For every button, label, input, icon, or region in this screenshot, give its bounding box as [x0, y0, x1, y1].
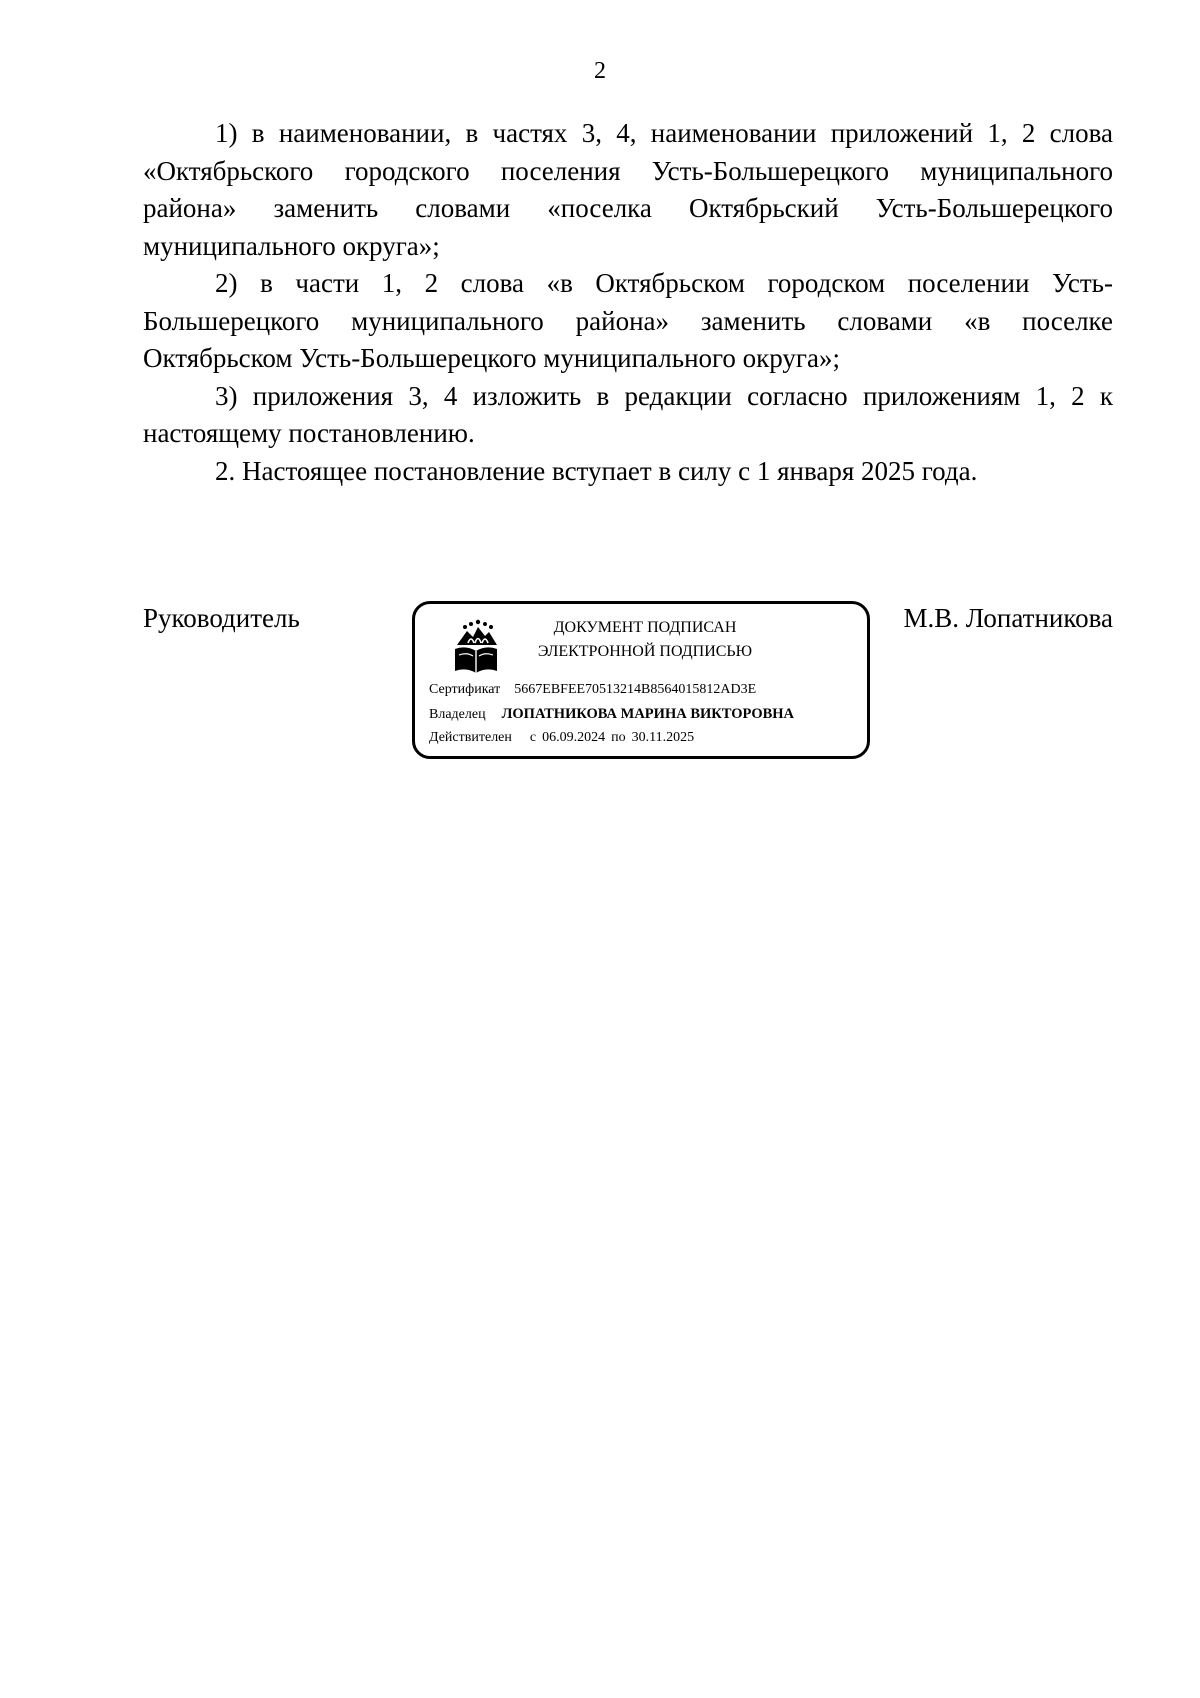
signer-title: Руководитель [143, 603, 300, 633]
valid-to-date: 30.11.2025 [631, 730, 695, 745]
kamchatka-emblem-icon [451, 619, 501, 675]
document-body [143, 115, 1113, 490]
stamp-heading [525, 616, 765, 664]
valid-from-date: 06.09.2024 [542, 730, 606, 745]
paragraph: 2) в части 1, 2 слова «в Октябрьском городском поселении Усть-Большерецкого муниципального района» заменить словами «в поселке Октябрьском Усть-Большерецкого муниципального округа»; [143, 268, 1113, 373]
signer-name: М.В. Лопатникова [903, 603, 1113, 633]
electronic-signature-stamp [412, 601, 870, 759]
validity-row [429, 730, 694, 746]
owner-label: Владелец [429, 707, 486, 722]
paragraph: 1) в наименовании, в частях 3, 4, наименовании приложений 1, 2 слова «Октябрьского городского поселения Усть-Большерецкого муниципального района» заменить словами «поселка Октябрьский Усть-Большерецкого муниципального округа»; [143, 118, 1113, 261]
paragraph: 3) приложения 3, 4 изложить в редакции согласно приложениям 1, 2 к настоящему постановлению. [143, 380, 1113, 448]
owner-value: ЛОПАТНИКОВА МАРИНА ВИКТОРОВНА [501, 706, 795, 722]
paragraph: 2. Настоящее постановление вступает в силу с 1 января 2025 года. [215, 455, 978, 486]
owner-row [429, 706, 794, 723]
stamp-heading-line: ДОКУМЕНТ ПОДПИСАН [553, 619, 737, 636]
stamp-heading-line: ЭЛЕКТРОННОЙ ПОДПИСЬЮ [537, 643, 753, 660]
valid-to-prefix: по [611, 730, 626, 745]
certificate-value: 5667EBFEE70513214B8564015812AD3E [514, 682, 757, 697]
valid-from-prefix: с [529, 730, 537, 745]
certificate-label: Сертификат [429, 682, 501, 697]
valid-label: Действителен [429, 730, 512, 745]
certificate-row [429, 682, 756, 698]
page-number: 2 [594, 58, 606, 84]
